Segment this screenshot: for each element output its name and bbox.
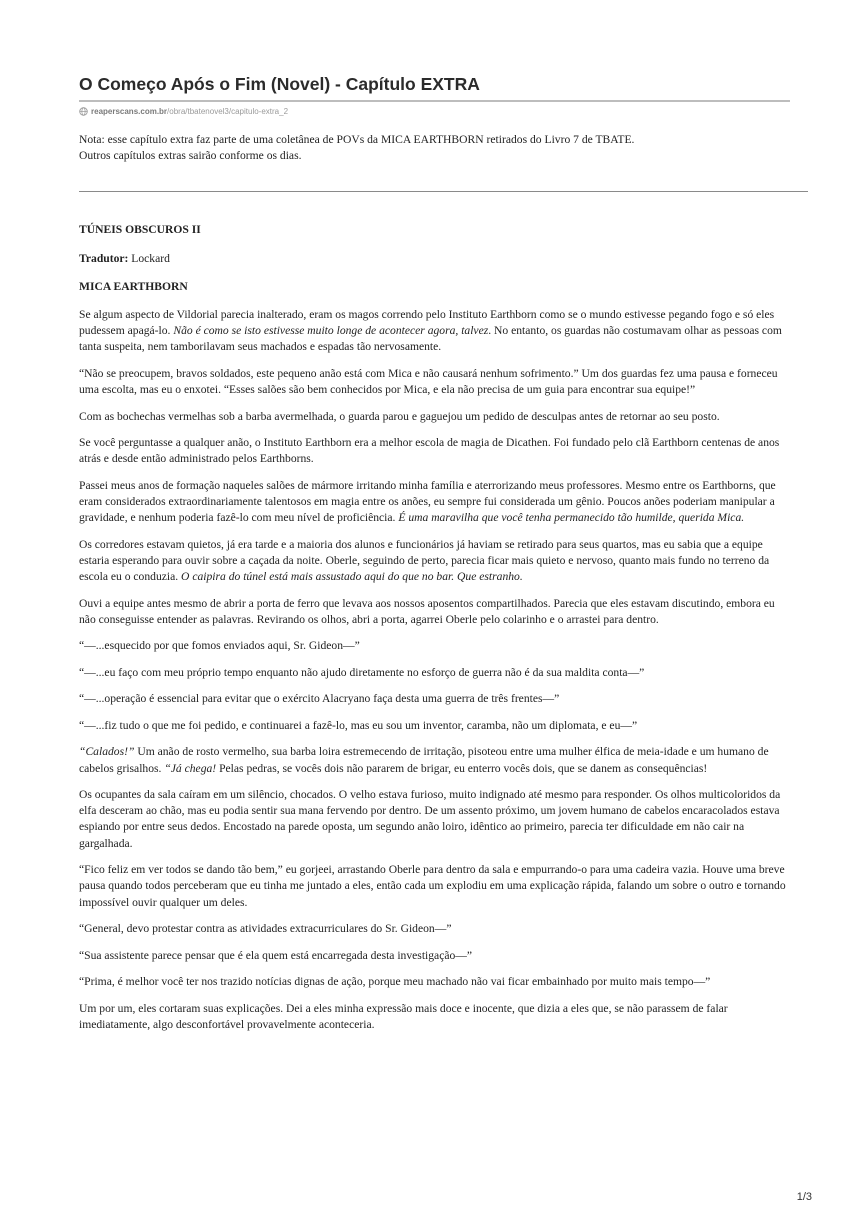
globe-icon <box>79 107 88 116</box>
title-divider <box>79 100 790 102</box>
paragraph: Se algum aspecto de Vildorial parecia inalterado, eram os magos correndo pelo Instituto Earthborn como se o mundo estivesse pegando fogo e só eles pudessem apagá-lo. Não é como se isto estivesse muito longe de acontecer agora, talvez. No entanto, os guardas não costumavam olhar as pessoas com tanta suspeita, nem tamborilavam seus machados e espadas tão nervosamente. <box>79 308 782 354</box>
paragraph: “Não se preocupem, bravos soldados, este pequeno anão está com Mica e não causará nenhum sofrimento.” Um dos guardas fez uma pausa e forneceu uma escolta, mas eu o enxotei. “Esses salões são bem conhecidos por Mica, e ela não precisa de um guia para encontrar sua equipe!” <box>79 366 778 397</box>
paragraph: “Fico feliz em ver todos se dando tão bem,” eu gorjeei, arrastando Oberle para dentro da sala e empurrando-o para uma cadeira vazia. Houve uma breve pausa quando todos perceberam que eu tinha me juntado a eles, então cada um explodiu em uma explicação rápida, falando um sobre o outro e tornando impossível ouvir qualquer um deles. <box>79 863 786 909</box>
paragraph: Se você perguntasse a qualquer anão, o Instituto Earthborn era a melhor escola de magia de Dicathen. Foi fundado pelo clã Earthborn centenas de anos atrás e desde então administrado pelos Earthborns. <box>79 436 780 466</box>
pov-heading: MICA EARTHBORN <box>79 279 188 293</box>
dialogue-line: “Sua assistente parece pensar que é ela quem está encarregada desta investigação—” <box>79 948 473 962</box>
translator-label: Tradutor: <box>79 251 129 265</box>
translator-note <box>79 132 791 164</box>
dialogue-line: “—...fiz tudo o que me foi pedido, e continuarei a fazê-lo, mas eu sou um inventor, caramba, não um diplomata, e eu—” <box>79 718 638 732</box>
page-number: 1/3 <box>796 1191 812 1203</box>
page-title: O Começo Após o Fim (Novel) - Capítulo EXTRA <box>79 74 480 94</box>
note-line-2: Outros capítulos extras sairão conforme os dias. <box>79 149 302 163</box>
dialogue-line: “—...eu faço com meu próprio tempo enquanto não ajudo diretamente no esforço de guerra não é da sua maldita conta—” <box>79 665 645 679</box>
article-body <box>79 132 791 1043</box>
paragraph: Um por um, eles cortaram suas explicações. Dei a eles minha expressão mais doce e inocente, que dizia a eles que, se não parassem de falar imediatamente, algo desconfortável provavelmente aconteceria. <box>79 1001 728 1031</box>
source-path[interactable]: /obra/tbatenovel3/capitulo-extra_2 <box>167 107 289 116</box>
source-domain[interactable]: reaperscans.com.br <box>91 107 168 116</box>
note-line-1: Nota: esse capítulo extra faz parte de uma coletânea de POVs da MICA EARTHBORN retirados do Livro 7 de TBATE. <box>79 133 635 146</box>
paragraph: Com as bochechas vermelhas sob a barba avermelhada, o guarda parou e gaguejou um pedido de desculpas antes de retornar ao seu posto. <box>79 409 720 423</box>
dialogue-line: “—...operação é essencial para evitar que o exército Alacryano faça desta uma guerra de três frentes—” <box>79 692 560 706</box>
paragraph: Os corredores estavam quietos, já era tarde e a maioria dos alunos e funcionários já haviam se retirado para seus quartos, mas eu sabia que a equipe estaria esperando para ouvir sobre a caçada da noite. Oberle, seguindo de perto, parecia ficar mais quieto e nervoso, quanto mais fundo no terreno da escola eu o conduzia. O caipira do túnel está mais assustado aqui do que no bar. Que estranho. <box>79 537 770 584</box>
dialogue-line: “—...esquecido por que fomos enviados aqui, Sr. Gideon—” <box>79 639 360 653</box>
paragraph: “Calados!” Um anão de rosto vermelho, sua barba loira estremecendo de irritação, pisoteou entre uma mulher élfica de meia-idade e um humano de cabelos grisalhos. “Já chega! Pelas pedras, se vocês dois não pararem de brigar, eu enterro vocês dois, que se danem as consequências! <box>79 745 769 775</box>
paragraph: Ouvi a equipe antes mesmo de abrir a porta de ferro que levava aos nossos aposentos compartilhados. Parecia que eles estavam discutindo, embora eu não conseguisse entender as palavras. Revirando os olhos, abri a porta, agarrei Oberle pelo colarinho e o arrastei para dentro. <box>79 596 775 626</box>
paragraph: Passei meus anos de formação naqueles salões de mármore irritando minha família e aterrorizando meus professores. Mesmo entre os Earthborns, que eram considerados extraordinariamente talentosos em magia entre os anões, eu sempre fui considerada um gênio. Poucos anões poderiam manipular a gravidade, e nenhum poderia fazê-lo com meu nível de proficiência. É uma maravilha que você tenha permanecido tão humilde, querida Mica. <box>79 478 776 525</box>
paragraph: Os ocupantes da sala caíram em um silêncio, chocados. O velho estava furioso, muito indignado até mesmo para responder. Os olhos multicoloridos da elfa desceram ao chão, mas eu podia sentir sua mana fervendo por dentro. De um assento próximo, um jovem humano de cabelos encaracolados estava espiando por entre seus dedos. Encostado na parede oposta, um segundo anão loiro, idêntico ao primeiro, parecia ter dificuldade em não cair na gargalhada. <box>79 788 781 850</box>
translator-name: Lockard <box>131 251 170 265</box>
chapter-title: TÚNEIS OBSCUROS II <box>79 223 201 237</box>
section-divider <box>79 191 808 192</box>
dialogue-line: “Prima, é melhor você ter nos trazido notícias dignas de ação, porque meu machado não vai ficar embainhado por muito mais tempo—” <box>79 975 711 989</box>
source-url[interactable] <box>79 107 288 116</box>
translator-credit <box>79 251 791 267</box>
dialogue-line: “General, devo protestar contra as atividades extracurriculares do Sr. Gideon—” <box>79 922 452 936</box>
